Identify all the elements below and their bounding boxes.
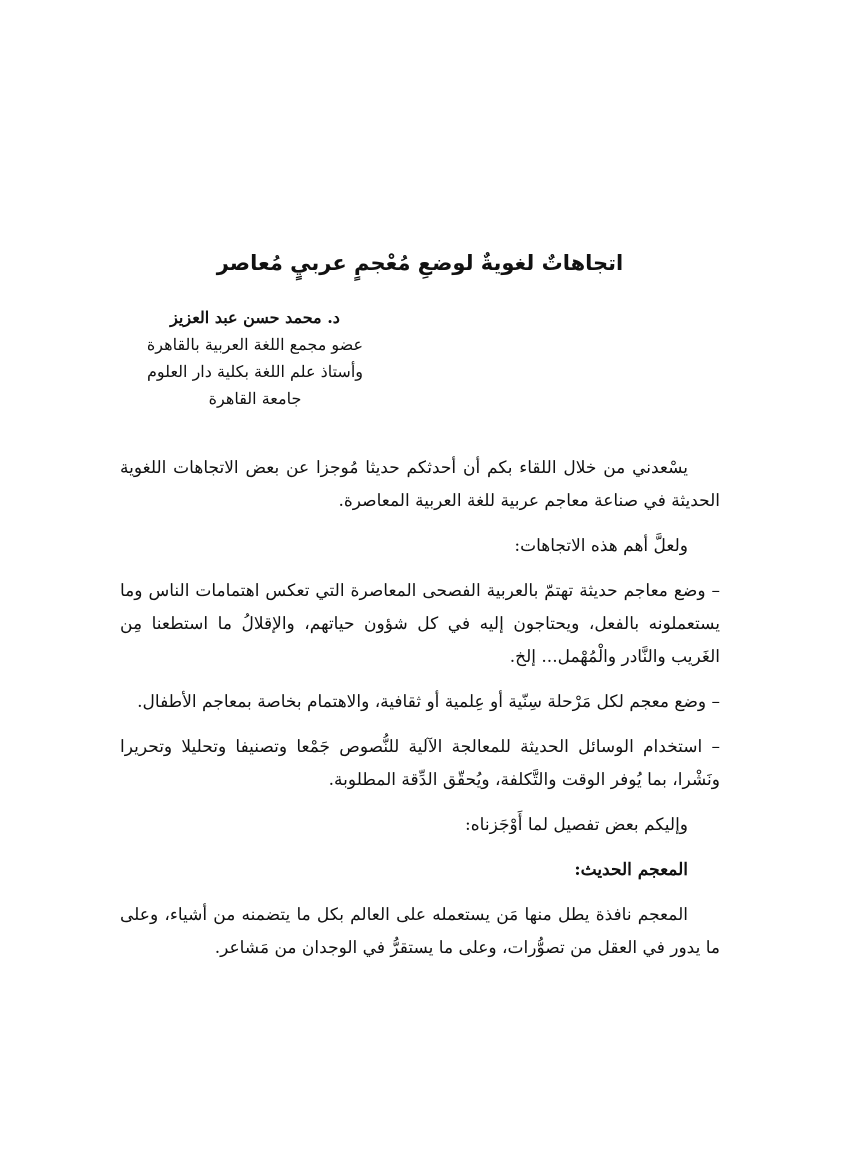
trend-item-stage-dictionaries: – وضع معجم لكل مَرْحلة سِنّية أو عِلمية أو ثقافية، والاهتمام بخاصة بمعاجم الأطفال. (137, 692, 720, 712)
author-block (120, 304, 390, 412)
body-text (120, 452, 720, 977)
dictionary-definition-paragraph: المعجم نافذة يطل منها مَن يستعمله على العالم بكل ما يتضمنه من أشياء، وعلى ما يدور في العقل من تصوُّرات، وعلى ما يستقرُّ في الوجدان من مَشاعر. (120, 905, 720, 958)
section-heading: المعجم الحديث: (574, 860, 688, 880)
author-name: د. محمد حسن عبد العزيز (170, 308, 340, 327)
author-university: جامعة القاهرة (208, 389, 302, 408)
details-intro-paragraph: وإليكم بعض تفصيل لما أَوْجَزناه: (465, 815, 688, 835)
intro-paragraph: يسْعدني من خلال اللقاء بكم أن أحدثكم حديثا مُوجزا عن بعض الاتجاهات اللغوية الحديثة في صناعة معاجم عربية للغة العربية المعاصرة. (120, 458, 720, 511)
trend-item-automatic-processing: – استخدام الوسائل الحديثة للمعالجة الآلية للنُّصوص جَمْعا وتصنيفا وتحليلا وتحريرا ونَشْرا، بما يُوفر الوقت والتَّكلفة، ويُحقّق الدِّقة المطلوبة. (120, 737, 720, 790)
author-role-professor: وأستاذ علم اللغة بكلية دار العلوم (146, 362, 364, 381)
author-role-academy: عضو مجمع اللغة العربية بالقاهرة (146, 335, 364, 354)
document-title: اتجاهاتٌ لغويةٌ لوضعِ مُعْجمٍ عربيٍ مُعاصر (216, 251, 624, 275)
trend-item-modern-dictionaries: – وضع معاجم حديثة تهتمّ بالعربية الفصحى المعاصرة التي تعكس اهتمامات الناس وما يستعملونه بالفعل، ويحتاجون إليه في كل شؤون حياتهم، والإقلالُ ما استطعنا مِن الغَريب والنَّادر والْمُهْمل... إلخ. (120, 581, 720, 667)
trends-intro-paragraph: ولعلَّ أهم هذه الاتجاهات: (514, 536, 688, 556)
